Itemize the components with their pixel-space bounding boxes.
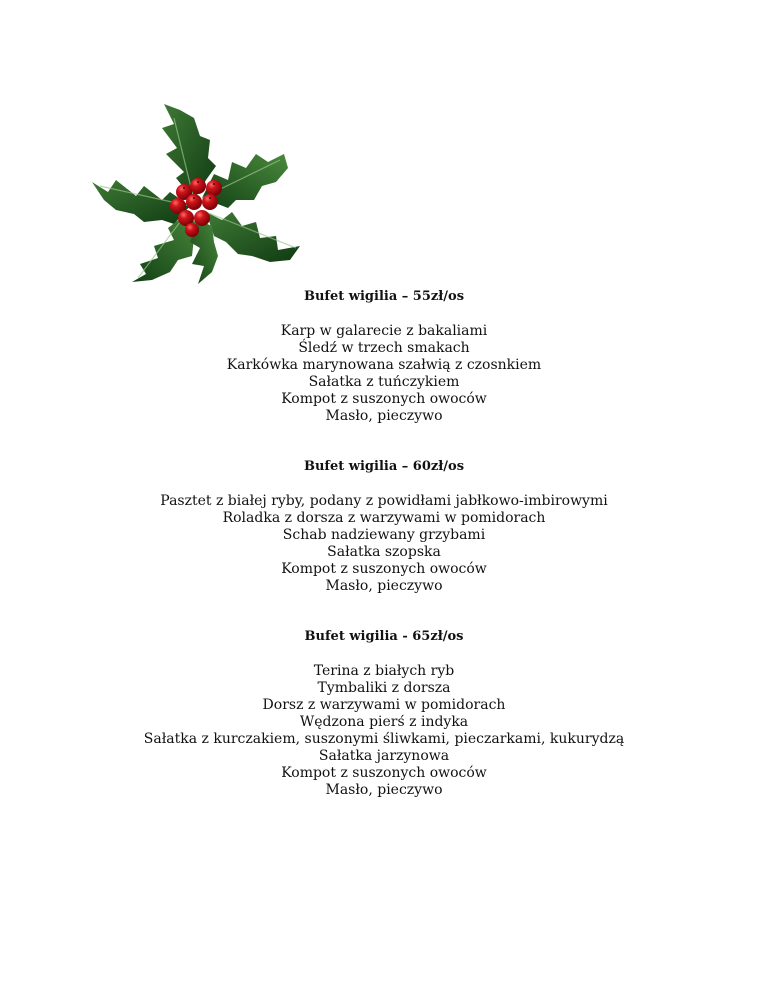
- menu-section-65: [0, 628, 768, 799]
- menu-item: Schab nadziewany grzybami: [282, 527, 486, 543]
- menu-item: Kompot z suszonych owoców: [281, 391, 487, 407]
- menu-item: Kompot z suszonych owoców: [281, 561, 487, 577]
- menu-item: Karkówka marynowana szałwią z czosnkiem: [226, 357, 542, 373]
- menu-item: Pasztet z białej ryby, podany z powidłami jabłkowo-imbirowymi: [160, 493, 608, 509]
- menu-section-55: [0, 288, 768, 425]
- menu-item: Masło, pieczywo: [325, 408, 443, 424]
- menu-item: Roladka z dorsza z warzywami w pomidorach: [222, 510, 546, 526]
- menu-item: Masło, pieczywo: [325, 782, 443, 798]
- menu-item: Masło, pieczywo: [325, 578, 443, 594]
- menu-item: Sałatka szopska: [327, 544, 441, 560]
- menu-section-60: [0, 458, 768, 595]
- item-list: [0, 493, 768, 595]
- item-list: [0, 323, 768, 425]
- menu-item: Sałatka jarzynowa: [318, 748, 450, 764]
- menu-item: Sałatka z kurczakiem, suszonymi śliwkami, pieczarkami, kukurydzą: [143, 731, 625, 747]
- section-title: Bufet wigilia - 65zł/os: [304, 629, 464, 644]
- menu-item: Dorsz z warzywami w pomidorach: [262, 697, 506, 713]
- section-title: Bufet wigilia – 55zł/os: [303, 289, 465, 304]
- item-list: [0, 663, 768, 799]
- menu-item: Kompot z suszonych owoców: [281, 765, 487, 781]
- menu-item: Karp w galarecie z bakaliami: [280, 323, 488, 339]
- menu: [0, 288, 768, 832]
- menu-item: Terina z białych ryb: [313, 663, 455, 679]
- section-title: Bufet wigilia – 60zł/os: [303, 459, 465, 474]
- menu-item: Sałatka z tuńczykiem: [308, 374, 460, 390]
- menu-item: Wędzona pierś z indyka: [299, 714, 469, 730]
- holly-icon: [82, 96, 314, 292]
- menu-item: Tymbaliki z dorsza: [317, 680, 451, 696]
- menu-item: Śledź w trzech smakach: [298, 340, 470, 356]
